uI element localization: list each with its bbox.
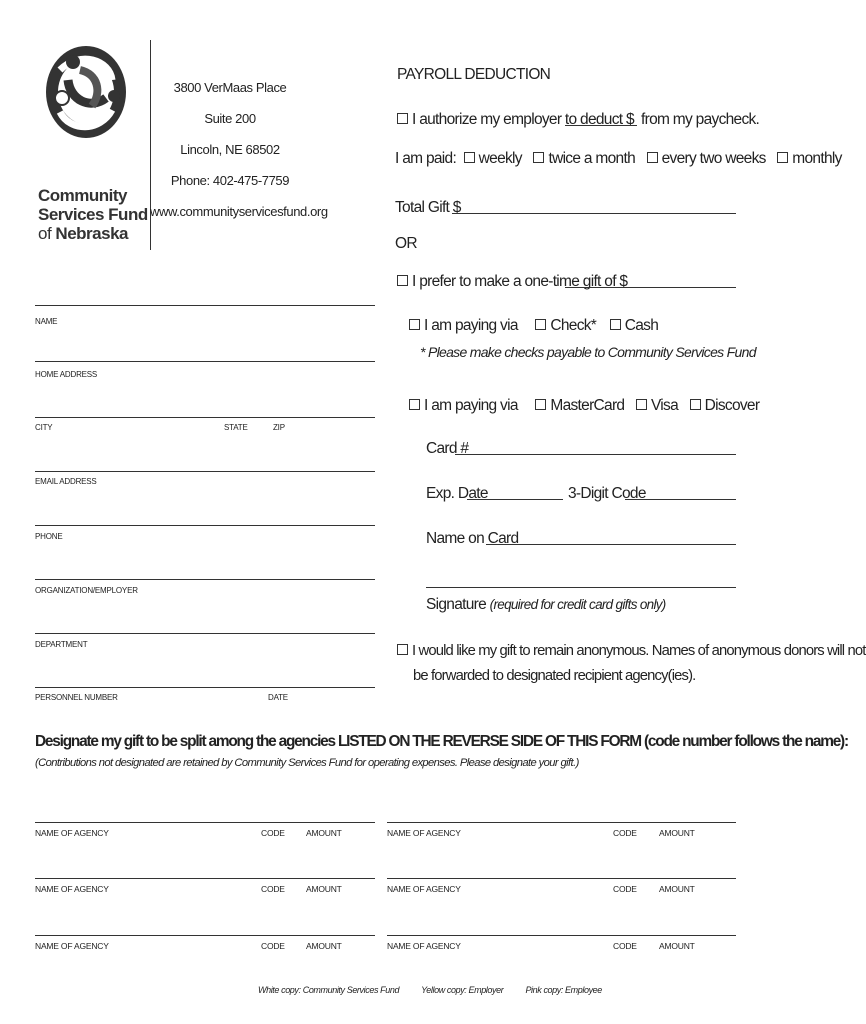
paying-via-card-label: I am paying via [424, 397, 518, 414]
agency-row-2-right-amount: AMOUNT [659, 884, 695, 894]
onetime-label: I prefer to make a one-time gift of $ [412, 273, 628, 290]
address-city: Lincoln, NE 68502 [180, 142, 280, 157]
exp-date-line[interactable] [467, 499, 563, 500]
check-note: * Please make checks payable to Community Services Fund [420, 344, 756, 360]
pink-copy-label: Pink copy: Employee [525, 985, 602, 995]
pay-card-row [409, 397, 759, 415]
weekly-checkbox[interactable] [464, 152, 475, 163]
department-line[interactable] [35, 633, 375, 634]
agency-row-2-left-amount: AMOUNT [306, 884, 342, 894]
org-name-line1: Community [38, 186, 127, 205]
payroll-heading: PAYROLL DEDUCTION [397, 66, 551, 83]
org-name-state: Nebraska [55, 224, 128, 243]
monthly-label: monthly [792, 150, 842, 167]
authorize-label: I authorize my employer to deduct $ [412, 111, 634, 128]
address-street: 3800 VerMaas Place [173, 80, 287, 95]
org-name-of: of [38, 224, 52, 243]
agency-row-3-right-name: NAME OF AGENCY [387, 941, 461, 951]
authorize-amount-line[interactable] [565, 125, 637, 126]
or-label: OR [395, 235, 417, 252]
home-address-line[interactable] [35, 361, 375, 362]
designate-heading: Designate my gift to be split among the agencies LISTED ON THE REVERSE SIDE OF THIS FORM (code number follows the name): [35, 733, 848, 750]
twice-month-checkbox[interactable] [533, 152, 544, 163]
onetime-checkbox[interactable] [397, 275, 408, 286]
address-website: www.communityservicesfund.org [150, 204, 328, 219]
address-phone: Phone: 402-475-7759 [170, 173, 290, 188]
onetime-amount-line[interactable] [565, 287, 736, 288]
onetime-row [397, 273, 627, 291]
discover-checkbox[interactable] [690, 399, 701, 410]
agency-row-3-right-amount: AMOUNT [659, 941, 695, 951]
check-label: Check* [550, 317, 597, 334]
white-copy-label: White copy: Community Services Fund [258, 985, 400, 995]
agency-row-3-right-code: CODE [613, 941, 637, 951]
exp-date-label: Exp. Date [426, 485, 488, 502]
card-number-label: Card # [426, 440, 469, 457]
agency-row-1-right-line[interactable] [387, 822, 736, 823]
agency-row-1-right-name: NAME OF AGENCY [387, 828, 461, 838]
agency-row-3-left-code: CODE [261, 941, 285, 951]
authorize-post-label: from my paycheck. [641, 111, 760, 128]
org-address [150, 78, 328, 233]
paid-row [395, 150, 842, 168]
name-line[interactable] [35, 305, 375, 306]
signature-line[interactable] [426, 587, 736, 588]
signature-row [426, 596, 666, 614]
personnel-line[interactable] [35, 687, 375, 688]
every-two-weeks-checkbox[interactable] [647, 152, 658, 163]
agency-row-1-left-line[interactable] [35, 822, 375, 823]
signature-label: Signature [426, 596, 487, 613]
signature-note: (required for credit card gifts only) [489, 597, 666, 612]
yellow-copy-label: Yellow copy: Employer [421, 985, 504, 995]
paying-via-card-checkbox[interactable] [409, 399, 420, 410]
paying-via-label: I am paying via [424, 317, 518, 334]
mastercard-label: MasterCard [550, 397, 625, 414]
twice-month-label: twice a month [548, 150, 635, 167]
organization-label: ORGANIZATION/EMPLOYER [35, 586, 138, 595]
name-label: NAME [35, 317, 58, 326]
city-label: CITY [35, 423, 53, 432]
personnel-number-label: PERSONNEL NUMBER [35, 693, 118, 702]
email-line[interactable] [35, 471, 375, 472]
cvc-label: 3-Digit Code [568, 485, 646, 502]
authorize-checkbox[interactable] [397, 113, 408, 124]
agency-row-2-right-line[interactable] [387, 878, 736, 879]
department-label: DEPARTMENT [35, 640, 88, 649]
copies-footer [258, 985, 602, 995]
anonymous-row [397, 643, 866, 659]
designate-note: (Contributions not designated are retained by Community Services Fund for operating expenses. Please designate your gift.) [35, 757, 579, 769]
agency-row-1-left-code: CODE [261, 828, 285, 838]
every-two-weeks-label: every two weeks [661, 150, 766, 167]
agency-row-2-right-code: CODE [613, 884, 637, 894]
org-name-line3 [38, 224, 148, 243]
name-on-card-label: Name on Card [426, 530, 519, 547]
org-name-line2: Services Fund [38, 205, 148, 224]
state-label: STATE [224, 423, 248, 432]
cash-checkbox[interactable] [610, 319, 621, 330]
date-label: DATE [268, 693, 288, 702]
organization-line[interactable] [35, 579, 375, 580]
total-gift-line[interactable] [452, 213, 736, 214]
phone-line[interactable] [35, 525, 375, 526]
anonymous-checkbox[interactable] [397, 644, 408, 655]
org-name [38, 186, 148, 243]
monthly-checkbox[interactable] [777, 152, 788, 163]
agency-row-2-left-code: CODE [261, 884, 285, 894]
anonymous-label-2: be forwarded to designated recipient agency(ies). [413, 668, 696, 684]
visa-label: Visa [650, 397, 679, 414]
email-label: EMAIL ADDRESS [35, 477, 97, 486]
agency-row-2-left-line[interactable] [35, 878, 375, 879]
authorize-row [397, 111, 634, 129]
logo [40, 40, 132, 150]
agency-row-3-left-name: NAME OF AGENCY [35, 941, 109, 951]
discover-label: Discover [704, 397, 760, 414]
pay-check-row [409, 317, 658, 335]
card-number-line[interactable] [455, 454, 736, 455]
agency-row-1-right-amount: AMOUNT [659, 828, 695, 838]
city-line[interactable] [35, 417, 375, 418]
name-on-card-line[interactable] [486, 544, 736, 545]
logo-mark-icon [40, 40, 132, 150]
agency-row-1-left-name: NAME OF AGENCY [35, 828, 109, 838]
agency-row-3-left-line[interactable] [35, 935, 375, 936]
zip-label: ZIP [273, 423, 285, 432]
cvc-line[interactable] [625, 499, 736, 500]
address-suite: Suite 200 [204, 111, 256, 126]
cash-label: Cash [624, 317, 659, 334]
agency-row-2-right-name: NAME OF AGENCY [387, 884, 461, 894]
anonymous-label-1: I would like my gift to remain anonymous. Names of anonymous donors will not [412, 643, 866, 659]
agency-row-1-left-amount: AMOUNT [306, 828, 342, 838]
phone-label: PHONE [35, 532, 63, 541]
paid-label: I am paid: [395, 150, 457, 167]
agency-row-1-right-code: CODE [613, 828, 637, 838]
check-checkbox[interactable] [535, 319, 546, 330]
agency-row-3-left-amount: AMOUNT [306, 941, 342, 951]
paying-via-check-checkbox[interactable] [409, 319, 420, 330]
agency-row-2-left-name: NAME OF AGENCY [35, 884, 109, 894]
visa-checkbox[interactable] [636, 399, 647, 410]
agency-row-3-right-line[interactable] [387, 935, 736, 936]
mastercard-checkbox[interactable] [535, 399, 546, 410]
total-gift-label: Total Gift $ [395, 199, 461, 216]
home-address-label: HOME ADDRESS [35, 370, 98, 379]
weekly-label: weekly [478, 150, 522, 167]
